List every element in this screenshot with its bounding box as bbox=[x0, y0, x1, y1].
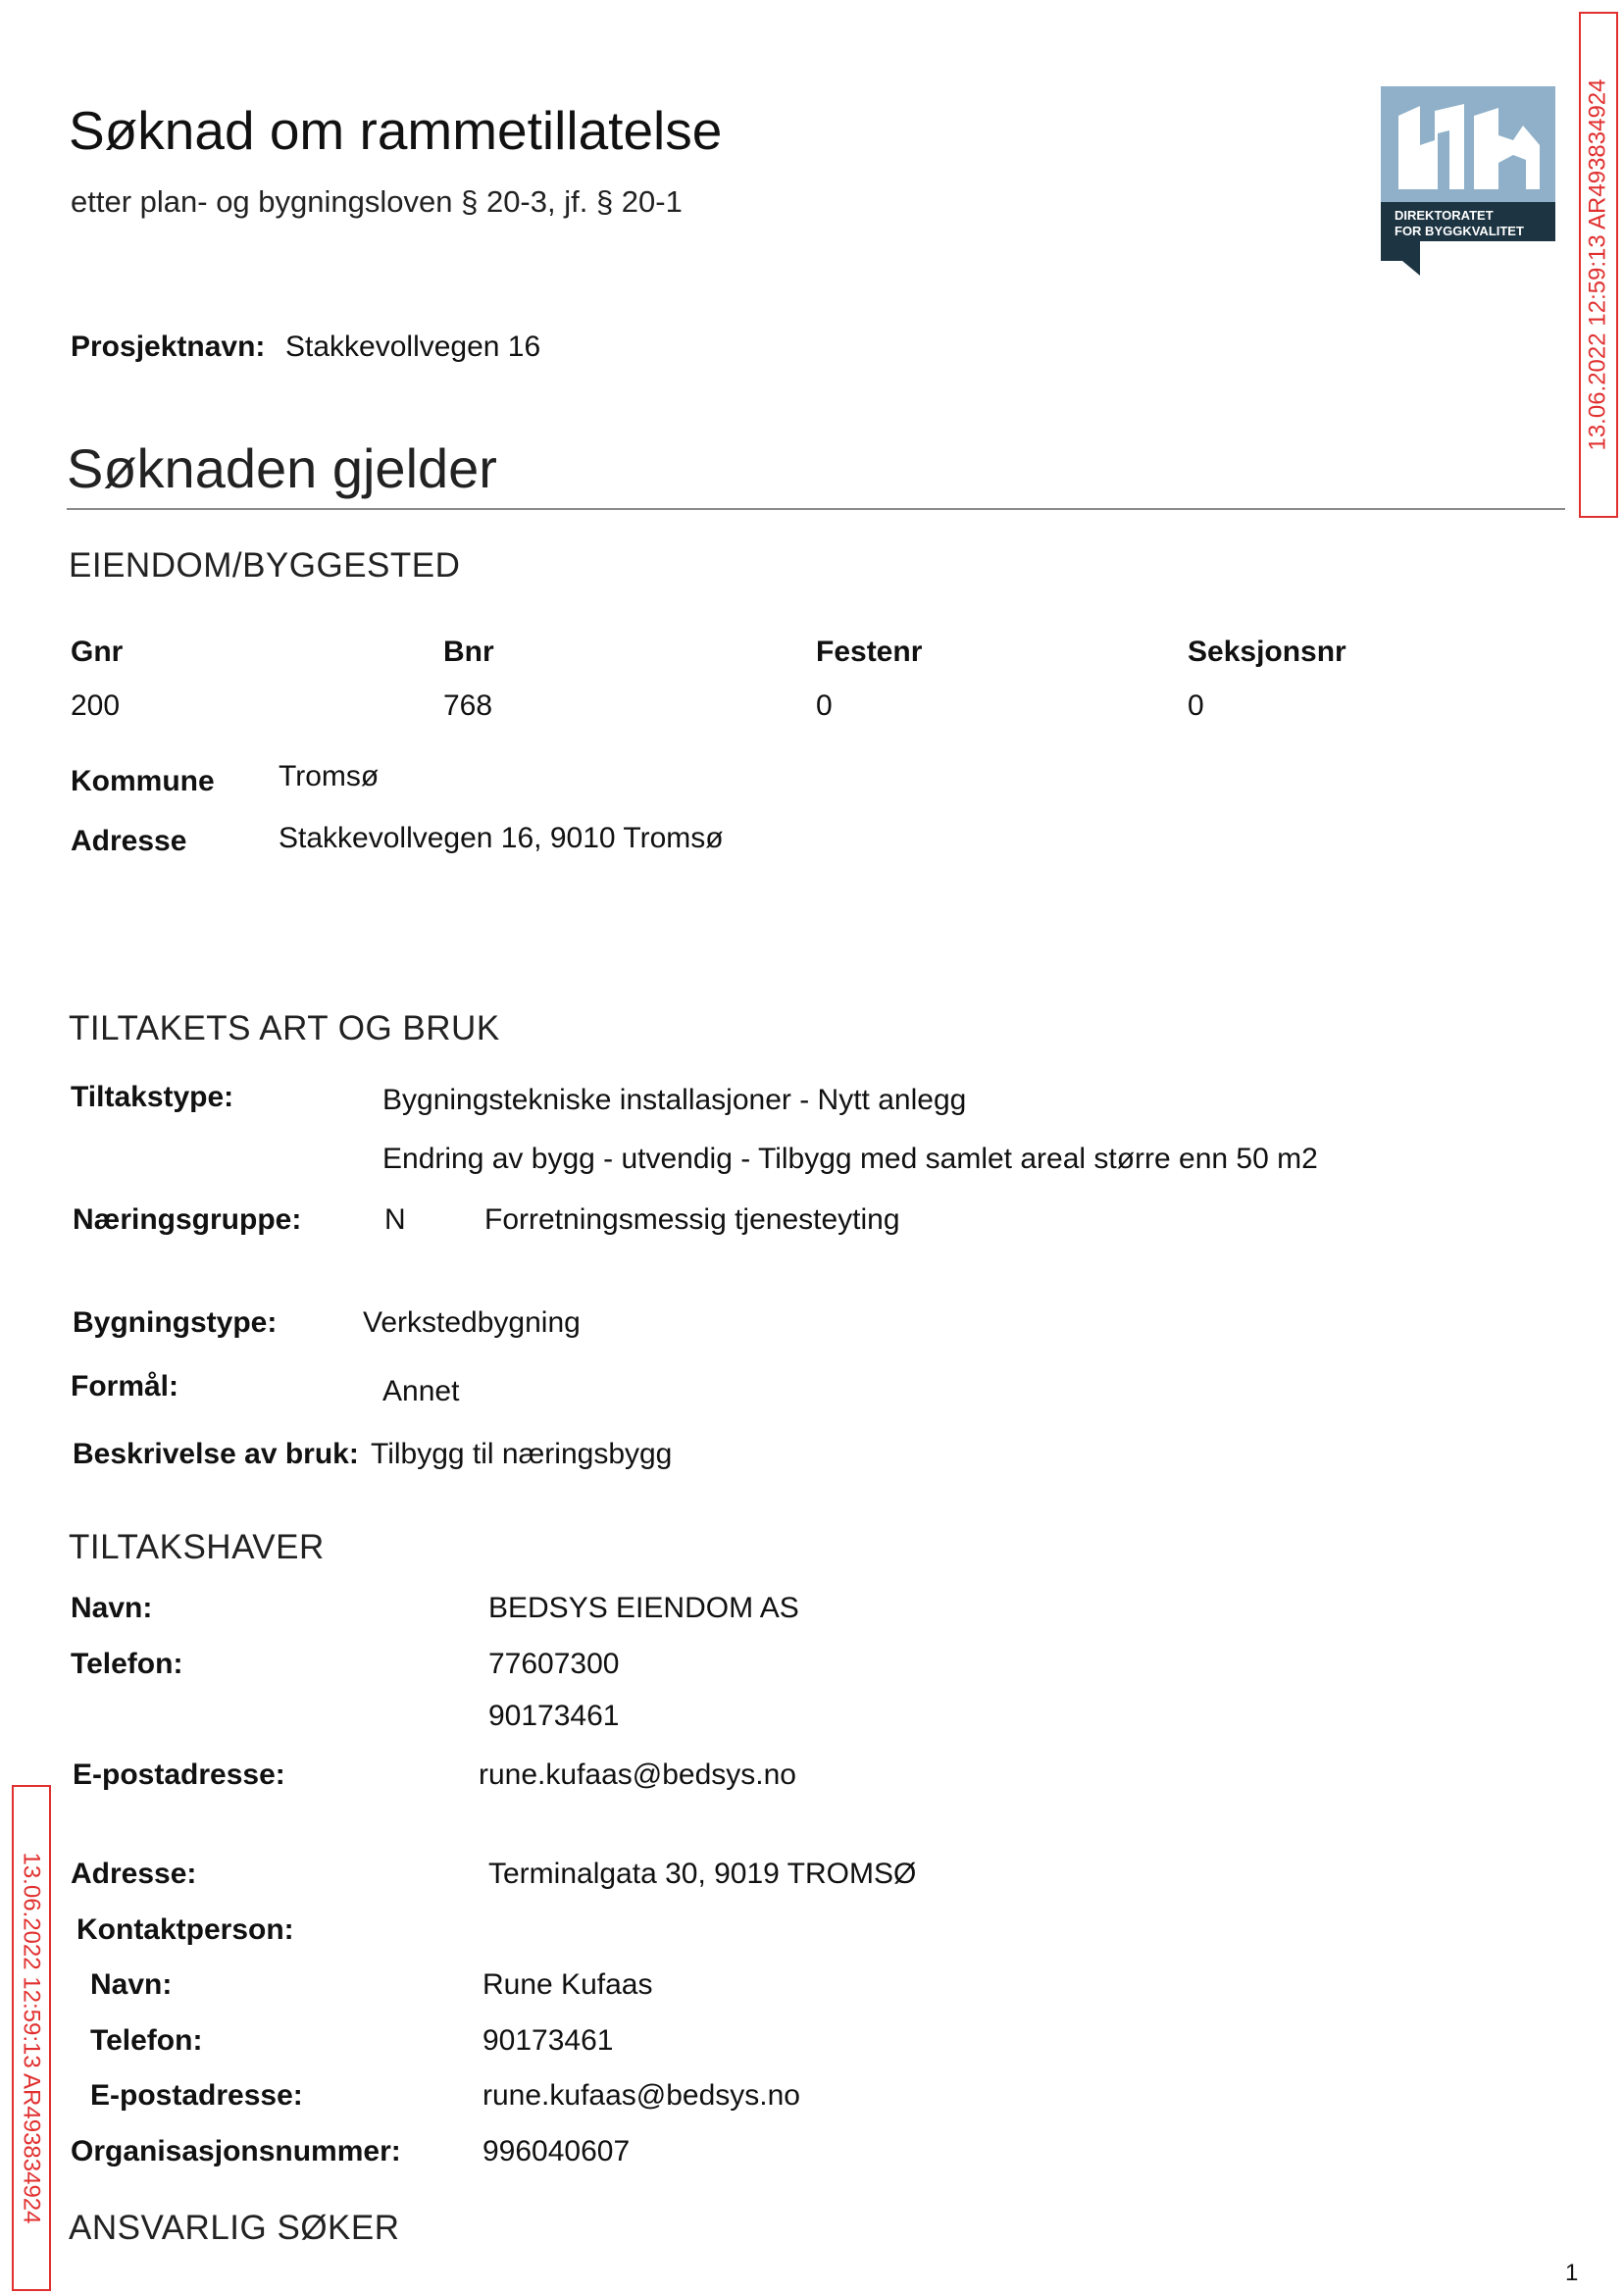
owner-telefon-value-1: 77607300 bbox=[488, 1648, 620, 1680]
beskrivelse-value: Tilbygg til næringsbygg bbox=[371, 1438, 673, 1470]
beskrivelse-label: Beskrivelse av bruk: bbox=[73, 1438, 359, 1470]
kontakt-telefon-label: Telefon: bbox=[90, 2024, 203, 2057]
property-heading: EIENDOM/BYGGESTED bbox=[69, 546, 461, 585]
page-number: 1 bbox=[1565, 2260, 1579, 2286]
logo-text-line1: DIREKTORATET bbox=[1395, 208, 1494, 223]
festenr-label: Festenr bbox=[816, 636, 923, 668]
seksjonsnr-value: 0 bbox=[1188, 689, 1204, 722]
applicant-heading: ANSVARLIG SØKER bbox=[69, 2209, 400, 2247]
kontakt-telefon-value: 90173461 bbox=[482, 2024, 614, 2057]
dibk-logo bbox=[1381, 86, 1555, 276]
kontakt-navn-label: Navn: bbox=[90, 1968, 173, 2001]
formal-label: Formål: bbox=[71, 1370, 179, 1402]
bygningstype-value: Verkstedbygning bbox=[363, 1306, 581, 1339]
stamp-text: 13.06.2022 12:59:13 AR493834924 bbox=[1585, 78, 1611, 451]
gnr-value: 200 bbox=[71, 689, 121, 722]
document-subtitle: etter plan- og bygningsloven § 20-3, jf. § 20-1 bbox=[71, 184, 683, 219]
bnr-label: Bnr bbox=[443, 636, 494, 668]
seksjonsnr-label: Seksjonsnr bbox=[1188, 636, 1346, 668]
adresse-label: Adresse bbox=[71, 825, 187, 857]
measure-heading: TILTAKETS ART OG BRUK bbox=[69, 1009, 500, 1047]
owner-adresse-label: Adresse: bbox=[71, 1858, 197, 1890]
kommune-label: Kommune bbox=[71, 765, 215, 797]
orgnr-label: Organisasjonsnummer: bbox=[71, 2135, 401, 2167]
timestamp-stamp-left bbox=[12, 1785, 51, 2291]
festenr-value: 0 bbox=[816, 689, 833, 722]
owner-heading: TILTAKSHAVER bbox=[69, 1528, 325, 1566]
project-value: Stakkevollvegen 16 bbox=[285, 331, 541, 363]
orgnr-value: 996040607 bbox=[482, 2135, 631, 2167]
owner-telefon-label: Telefon: bbox=[71, 1648, 183, 1680]
kommune-value: Tromsø bbox=[279, 760, 380, 792]
owner-navn-value: BEDSYS EIENDOM AS bbox=[488, 1592, 799, 1624]
kontakt-navn-value: Rune Kufaas bbox=[482, 1968, 653, 2001]
kontaktperson-label: Kontaktperson: bbox=[76, 1913, 294, 1946]
adresse-value: Stakkevollvegen 16, 9010 Tromsø bbox=[279, 822, 724, 854]
tiltakstype-label: Tiltakstype: bbox=[71, 1081, 234, 1113]
heading-divider bbox=[67, 508, 1565, 510]
section-heading-soknaden-gjelder: Søknaden gjelder bbox=[67, 437, 497, 499]
bnr-value: 768 bbox=[443, 689, 493, 722]
stamp-text: 13.06.2022 12:59:13 AR493834924 bbox=[19, 1852, 45, 2224]
tiltakstype-value-2: Endring av bygg - utvendig - Tilbygg med samlet areal større enn 50 m2 bbox=[382, 1143, 1318, 1175]
bygningstype-label: Bygningstype: bbox=[73, 1306, 278, 1339]
timestamp-stamp-top bbox=[1579, 12, 1618, 518]
dibk-logo-icon bbox=[1381, 86, 1555, 276]
owner-navn-label: Navn: bbox=[71, 1592, 153, 1624]
naeringsgruppe-code: N bbox=[384, 1203, 406, 1236]
kontakt-epost-value: rune.kufaas@bedsys.no bbox=[482, 2079, 800, 2112]
naeringsgruppe-label: Næringsgruppe: bbox=[73, 1203, 302, 1236]
project-label: Prosjektnavn: bbox=[71, 331, 266, 363]
formal-value: Annet bbox=[382, 1375, 460, 1407]
owner-adresse-value: Terminalgata 30, 9019 TROMSØ bbox=[488, 1858, 917, 1890]
owner-epost-label: E-postadresse: bbox=[73, 1759, 285, 1791]
naeringsgruppe-value: Forretningsmessig tjenesteyting bbox=[484, 1203, 900, 1236]
owner-epost-value: rune.kufaas@bedsys.no bbox=[479, 1759, 796, 1791]
gnr-label: Gnr bbox=[71, 636, 124, 668]
tiltakstype-value-1: Bygningstekniske installasjoner - Nytt anlegg bbox=[382, 1084, 967, 1116]
document-title: Søknad om rammetillatelse bbox=[69, 100, 723, 161]
logo-text-line2: FOR BYGGKVALITET bbox=[1395, 224, 1524, 238]
kontakt-epost-label: E-postadresse: bbox=[90, 2079, 303, 2112]
owner-telefon-value-2: 90173461 bbox=[488, 1700, 620, 1732]
